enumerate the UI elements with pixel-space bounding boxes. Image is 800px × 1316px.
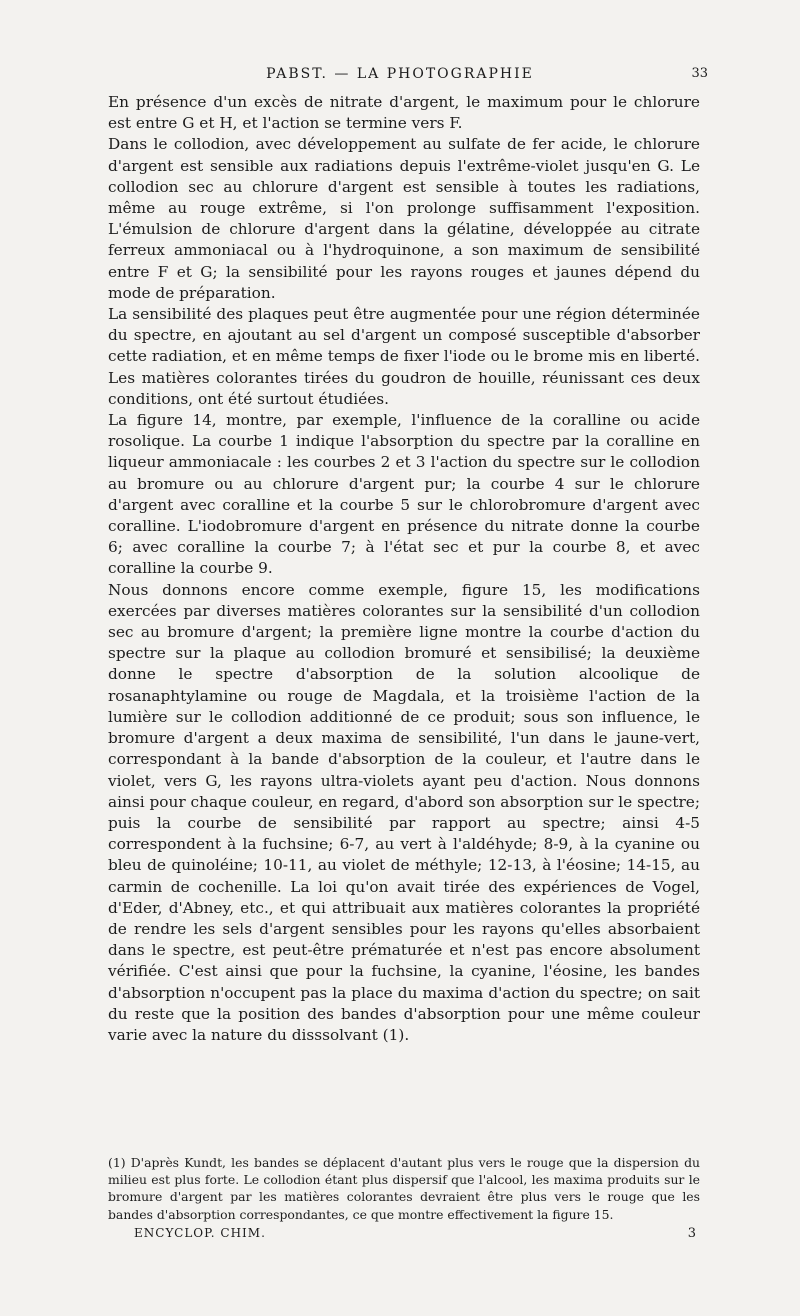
body-text: [108, 92, 700, 1046]
running-title: PABST. — LA PHOTOGRAPHIE: [266, 66, 534, 82]
page-number: 33: [691, 66, 708, 81]
footnote: [108, 1154, 700, 1223]
sheet-number: 3: [687, 1226, 696, 1241]
paragraph: La figure 14, montre, par exemple, l'influence de la coralline ou acide rosolique. La courbe 1 indique l'absorption du spectre par la coralline en liqueur ammoniacale : les courbes 2 et 3 l'action du spectre sur le collodion au bromure ou au chlorure d'argent pur; la courbe 4 sur le chlorure d'argent avec coralline et la courbe 5 sur le chlorobromure d'argent avec coralline. L'iodobromure d'argent en présence du nitrate donne la courbe 6; avec coralline la courbe 7; à l'état sec et pur la courbe 8, et avec coralline la courbe 9.: [108, 411, 700, 578]
paragraph: Nous donnons encore comme exemple, figure 15, les modifications exercées par diverses matières colorantes sur la sensibilité d'un collodion sec au bromure d'argent; la première ligne montre la courbe d'action du spectre sur la plaque au collodion bromuré et sensibilisé; la deuxième donne le spectre d'absorption de la solution alcoolique de rosanaphtylamine ou rouge de Magdala, et la troisième l'action de la lumière sur le collodion additionné de ce produit; sous son influence, le bromure d'argent a deux maxima de sensibilité, l'un dans le jaune-vert, correspondant à la bande d'absorption de la couleur, et l'autre dans le violet, vers G, les rayons ultra-violets ayant peu d'action. Nous donnons ainsi pour chaque couleur, en regard, d'abord son absorption sur le spectre; puis la courbe de sensibilité par rapport au spectre; ainsi 4-5 correspondent à la fuchsine; 6-7, au vert à l'aldéhyde; 8-9, à la cyanine ou bleu de quinoléine; 10-11, au violet de méthyle; 12-13, à l'éosine; 14-15, au carmin de cochenille. La loi qu'on avait tirée des expériences de Vogel, d'Eder, d'Abney, etc., et qui attribuait aux matières colorantes la propriété de rendre les sels d'argent sensibles pour les rayons qu'elles absorbaient dans le spectre, est peut-être prématurée et n'est pas encore absolument vérifiée. C'est ainsi que pour la fuchsine, la cyanine, l'éosine, les bandes d'absorption n'occupent pas la place du maxima d'action du spectre; on sait du reste que la position des bandes d'absorption pour une même couleur varie avec la nature du disssolvant (1).: [108, 580, 700, 1044]
printer-signature: ENCYCLOP. CHIM.: [134, 1226, 266, 1240]
footnote-text: (1) D'après Kundt, les bandes se déplacent d'autant plus vers le rouge que la dispersion du milieu est plus forte. Le collodion étant plus dispersif que l'alcool, les maxima produits sur le bromure d'argent par les matières colorantes devraient être plus vers le rouge que les bandes d'absorption correspondantes, ce que montre effectivement la figure 15.: [108, 1155, 700, 1222]
paragraph: En présence d'un excès de nitrate d'argent, le maximum pour le chlorure est entre G et H, et l'action se termine vers F.: [108, 93, 700, 133]
paragraph: Dans le collodion, avec développement au sulfate de fer acide, le chlorure d'argent est sensible aux radiations depuis l'extrême-violet jusqu'en G. Le collodion sec au chlorure d'argent est sensible à toutes les radiations, même au rouge extrême, si l'on prolonge suffisamment l'exposition. L'émulsion de chlorure d'argent dans la gélatine, développée au citrate ferreux ammoniacal ou à l'hydroquinone, a son maximum de sensibilité entre F et G; la sensibilité pour les rayons rouges et jaunes dépend du mode de préparation.: [108, 135, 700, 302]
paragraph: La sensibilité des plaques peut être augmentée pour une région déterminée du spectre, en ajoutant au sel d'argent un composé susceptible d'absorber cette radiation, et en même temps de fixer l'iode ou le brome mis en liberté. Les matières colorantes tirées du goudron de houille, réunissant ces deux conditions, ont été surtout étudiées.: [108, 305, 700, 408]
